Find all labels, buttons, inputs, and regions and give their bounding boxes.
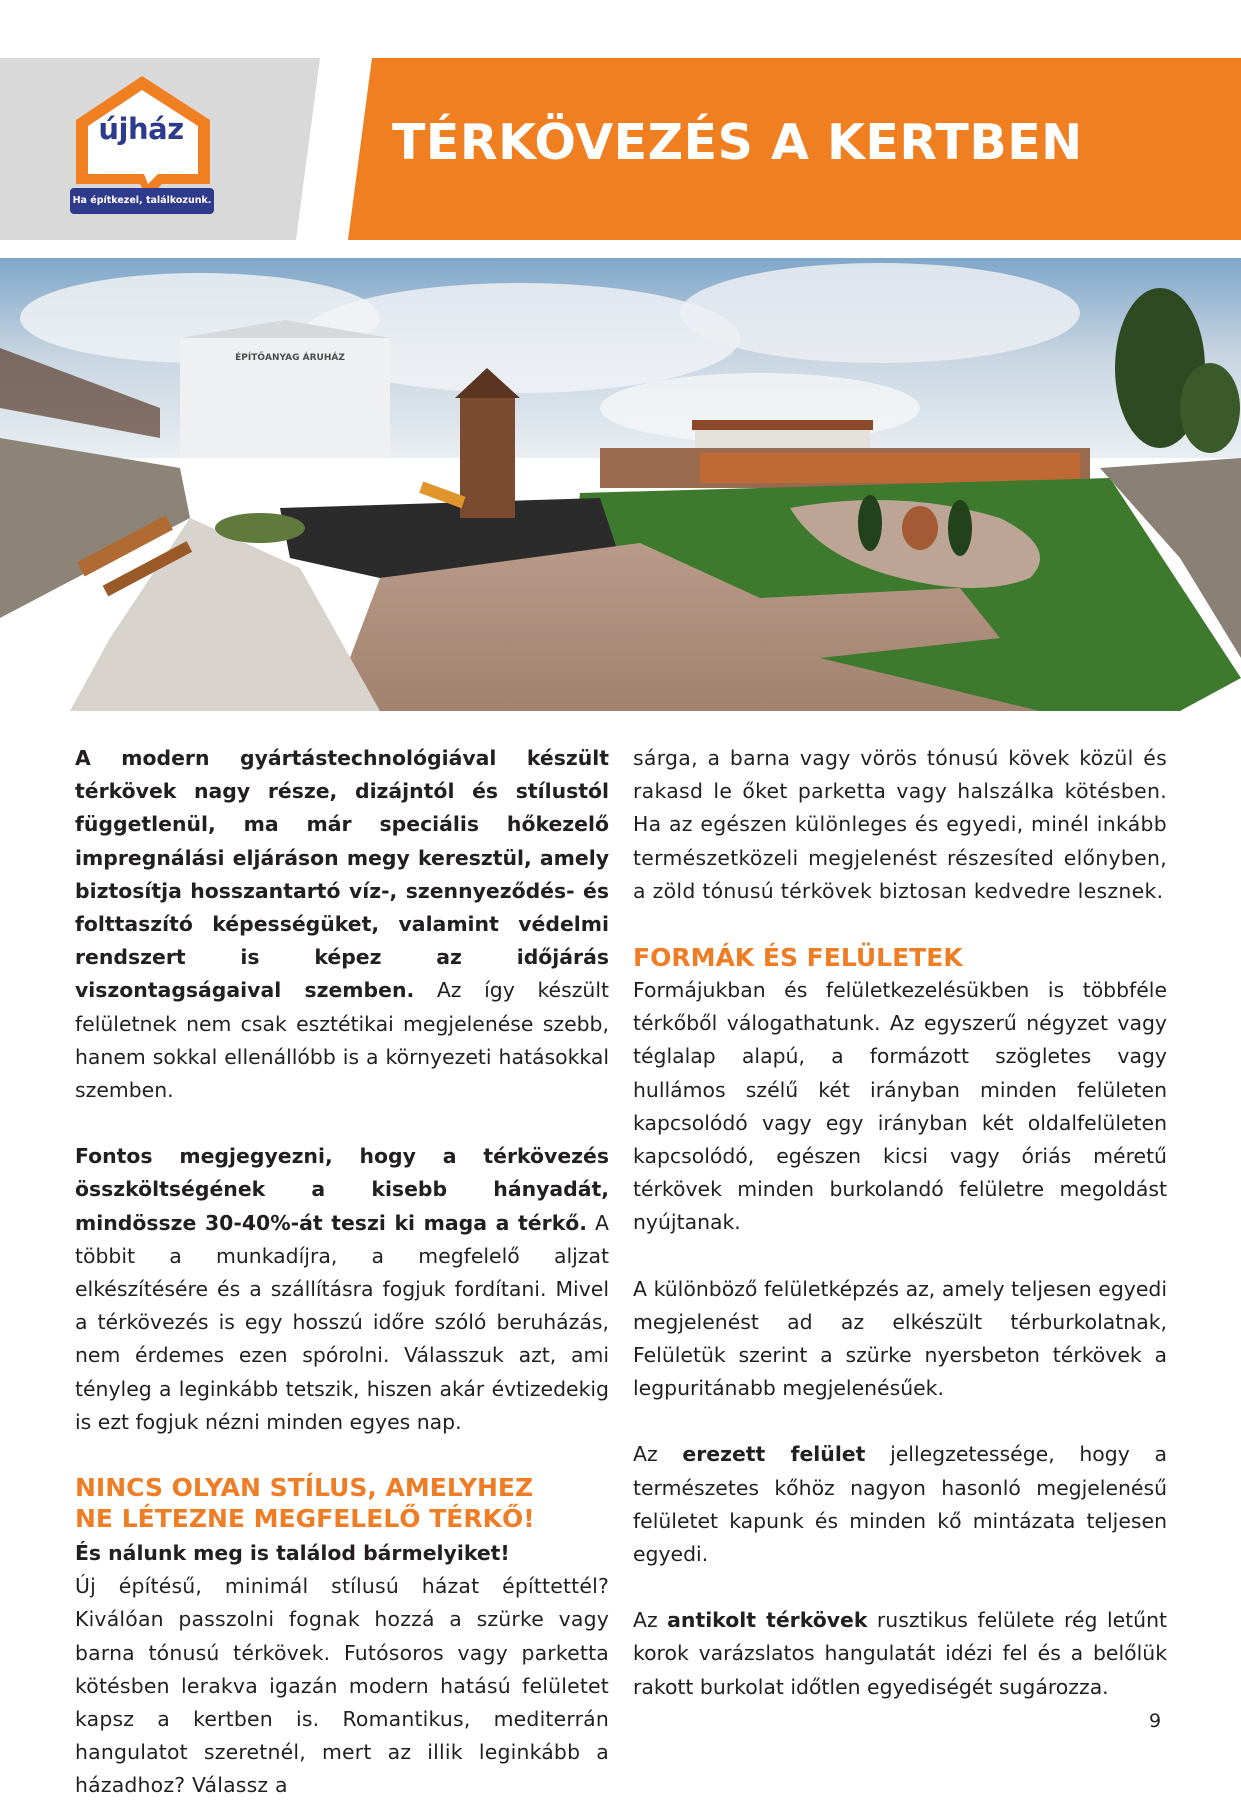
shrub <box>858 495 882 551</box>
garden-panorama-photo <box>0 258 1241 711</box>
shrub <box>948 500 972 556</box>
right-column <box>633 742 1167 1704</box>
surface-paragraph: A különböző felületképzés az, amely teljesen egyedi megjelenést ad az elkészült térburkolatnak, Felületük szerint a szürke nyersbeton térkövek a legpuritánabb megjelenésűek. <box>633 1276 1167 1401</box>
antique-bold: antikolt térkövek <box>667 1608 868 1633</box>
page-number: 9 <box>1149 1710 1162 1732</box>
forms-paragraph: Formájukban és felületkezelésükben is többféle térkőből válogathatunk. Az egyszerű négyzet vagy téglalap alapú, a formázott szögletes vagy hullámos szélű két irányban minden felületen kapcsolódó vagy egy irányban két oldalfelületen kapcsolódó, egészen kicsi vagy óriás méretű térkövek minden burkolandó felületre megoldást nyújtanak. <box>633 978 1167 1235</box>
veined-prefix: Az <box>633 1442 683 1467</box>
left-column <box>75 742 609 1803</box>
pavilion-roof <box>692 420 873 430</box>
section-heading-style-1: NINCS OLYAN STÍLUS, AMELYHEZ <box>75 1473 534 1503</box>
display-wall-orange <box>700 453 1080 483</box>
section-subheading: És nálunk meg is találod bármelyiket! <box>75 1541 510 1566</box>
tree <box>1180 363 1240 453</box>
section-heading-style-2: NE LÉTEZNE MEGFELELŐ TÉRKŐ! <box>75 1504 535 1534</box>
playground-tower <box>460 398 515 518</box>
logo-wordmark: újház <box>98 112 184 146</box>
cost-text: A többit a munkadíjra, a megfelelő aljzat elkészítésére és a szállításra fogjuk fordítani. Mivel a térkövezés is egy hosszú időre szóló beruházás, nem érdemes ezen spórolni. Válasszuk azt, ami tényleg a leginkább tetszik, hiszen akár évtizedekig is ezt fogjuk nézni minden egyes nap. <box>75 1210 609 1434</box>
intro-bold-text: A modern gyártástechnológiával készült térkövek nagy része, dizájntól és stílustól függetlenül, ma már speciális hőkezelő impregnálási eljáráson megy keresztül, amely biztosítja hosszantartó víz-, szennyeződés- és folttaszító képességüket, valamint védelmi rendszert is képez az időjárás viszontagságaival szemben. <box>75 746 609 1003</box>
ujhaz-logo <box>70 72 220 224</box>
antique-text: rusztikus felülete rég letűnt korok varázslatos hangulatát idézi fel és a belőlük rakott burkolat időtlen egyediségét sugározza. <box>633 1608 1167 1699</box>
veined-bold: erezett felület <box>682 1442 866 1467</box>
logo-tagline: Ha építkezel, találkozunk. <box>72 195 212 206</box>
planter-pot <box>902 506 938 550</box>
cost-bold-text: Fontos megjegyezni, hogy a térkövezés összköltségének a kisebb hányadát, mindössze 30-40%-át teszi ki maga a térkő. <box>75 1144 609 1235</box>
style-paragraph: Új építésű, minimál stílusú házat építtettél? Kiválóan passzolni fognak hozzá a szürke vagy barna tónusú térkövek. Futósoros vagy parketta kötésben lerakva igazán modern hatású felületet kapsz a kertben is. Romantikus, mediterrán hangulatot szeretnél, mert az illik leginkább a házadhoz? Válassz a <box>75 1574 609 1798</box>
antique-prefix: Az <box>633 1608 668 1633</box>
intro-paragraph <box>75 742 609 1107</box>
flower-bed <box>215 513 305 543</box>
cloud <box>680 263 1080 363</box>
antique-paragraph <box>633 1604 1167 1704</box>
veined-text: jellegzetessége, hogy a természetes kőhöz nagyon hasonló megjelenésű felületet kapunk és minden kő mintázata teljesen egyedi. <box>633 1442 1168 1567</box>
section-heading-forms: FORMÁK ÉS FELÜLETEK <box>633 943 963 973</box>
intro-text: Az így készült felületnek nem csak esztétikai megjelenése szebb, hanem sokkal ellenállóbb is a környezeti hatásokkal szemben. <box>75 978 609 1103</box>
page-title: TÉRKÖVEZÉS A KERTBEN <box>392 114 1083 171</box>
continued-paragraph: sárga, a barna vagy vörös tónusú kövek közül és rakasd le őket parketta vagy halszálka kötésben. Ha az egészen különleges és egyedi, minél inkább természetközeli megjelenést részesíted előnyben, a zöld tónusú térkövek biztosan kedvedre lesznek. <box>633 746 1167 903</box>
veined-paragraph <box>633 1438 1167 1571</box>
building-sign: ÉPÍTŐANYAG ÁRUHÁZ <box>235 353 345 363</box>
cost-paragraph <box>75 1140 609 1439</box>
